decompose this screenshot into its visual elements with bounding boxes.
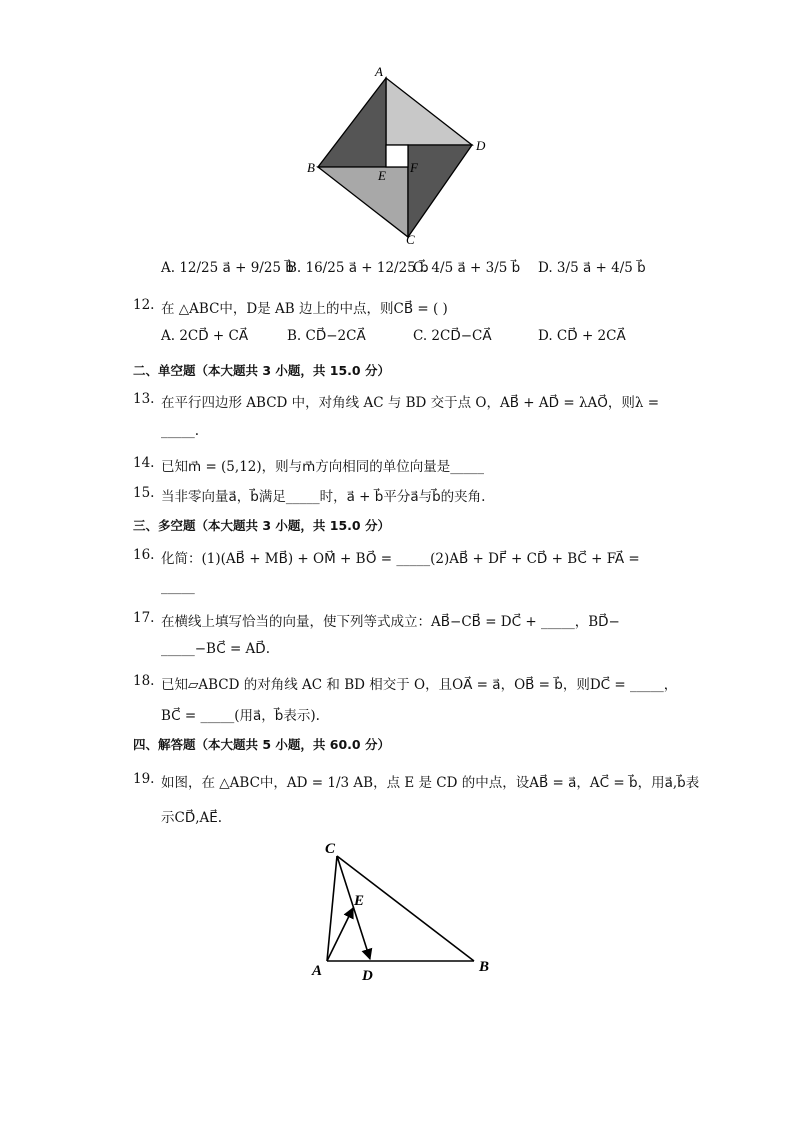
triangle-dark-left [318,78,386,167]
q16-line2: _____ [161,579,195,595]
label-F: F [410,160,418,175]
q16-number: 16. [133,547,155,563]
q12-option-c: C. 2CD⃗−CA⃗ [413,328,492,344]
q14-number: 14. [133,455,155,471]
q13-line2: _____. [161,423,200,439]
q12-option-a: A. 2CD⃗ + CA⃗ [161,328,249,344]
triangle-light-bottom [318,167,408,237]
triangle-light-top [386,78,472,145]
q11-option-d: D. 3/5 a⃗ + 4/5 b⃗ [538,260,646,276]
square-figure [0,0,794,260]
q11-option-b: B. 16/25 a⃗ + 12/25 b⃗ [287,260,429,276]
q15-number: 15. [133,485,155,501]
label-B: B [307,160,315,175]
q12-option-b: B. CD⃗−2CA⃗ [287,328,366,344]
triangle-dark-right [408,145,472,237]
section-heading-4: 四、解答题（本大题共 5 小题，共 60.0 分） [133,737,390,752]
inner-square [386,145,408,167]
section-heading-3: 三、多空题（本大题共 3 小题，共 15.0 分） [133,518,390,533]
label-B: B [479,959,490,975]
label-D: D [476,138,486,153]
q18-line2: BC⃗ = _____(用a⃗，b⃗表示). [161,708,320,724]
q12-stem: 在 △ABC中，D是 AB 边上的中点，则CB⃗ = ( ) [161,301,448,317]
q16-line1: 化简：(1)(AB⃗ + MB⃗) + OM⃗ + BO⃗ = _____(2)AB⃗ + DF⃗ + CD⃗ + BC⃗ + FA⃗ = [161,551,640,567]
section-heading-2: 二、单空题（本大题共 3 小题，共 15.0 分） [133,363,390,378]
q18-line1: 已知▱ABCD 的对角线 AC 和 BD 相交于 O，且OA⃗ = a⃗，OB⃗ = b⃗，则DC⃗ = _____， [161,677,678,693]
q19-number: 19. [133,771,155,787]
label-C: C [325,841,336,857]
q11-option-c: C. 4/5 a⃗ + 3/5 b⃗ [413,260,521,276]
label-A: A [375,64,383,79]
triangle-figure [0,835,794,1035]
q17-line2: _____−BC⃗ = AD⃗. [161,641,270,657]
q12-number: 12. [133,297,155,313]
q19-line1: 如图，在 △ABC中，AD = 1/3 AB，点 E 是 CD 的中点，设AB⃗ = a⃗，AC⃗ = b⃗，用a⃗,b⃗表 [161,775,700,791]
label-E: E [378,168,386,183]
label-E: E [354,893,365,909]
label-A: A [312,963,323,979]
q11-option-a: A. 12/25 a⃗ + 9/25 b⃗ [161,260,294,276]
label-D: D [362,968,373,984]
q17-line1: 在横线上填写恰当的向量，使下列等式成立：AB⃗−CB⃗ = DC⃗ + _____，BD⃗− [161,614,620,630]
q15-text: 当非零向量a⃗，b⃗满足_____时，a⃗ + b⃗平分a⃗与b⃗的夹角. [161,489,486,505]
q18-number: 18. [133,673,155,689]
q13-number: 13. [133,391,155,407]
label-C: C [406,232,415,247]
q13-line1: 在平行四边形 ABCD 中，对角线 AC 与 BD 交于点 O，AB⃗ + AD⃗ = λAO⃗，则λ = [161,395,660,411]
q12-option-d: D. CD⃗ + 2CA⃗ [538,328,626,344]
q17-number: 17. [133,610,155,626]
q14-text: 已知m⃗ = (5,12)，则与m⃗方向相同的单位向量是_____ [161,459,485,475]
q19-line2: 示CD⃗,AE⃗. [161,810,223,826]
